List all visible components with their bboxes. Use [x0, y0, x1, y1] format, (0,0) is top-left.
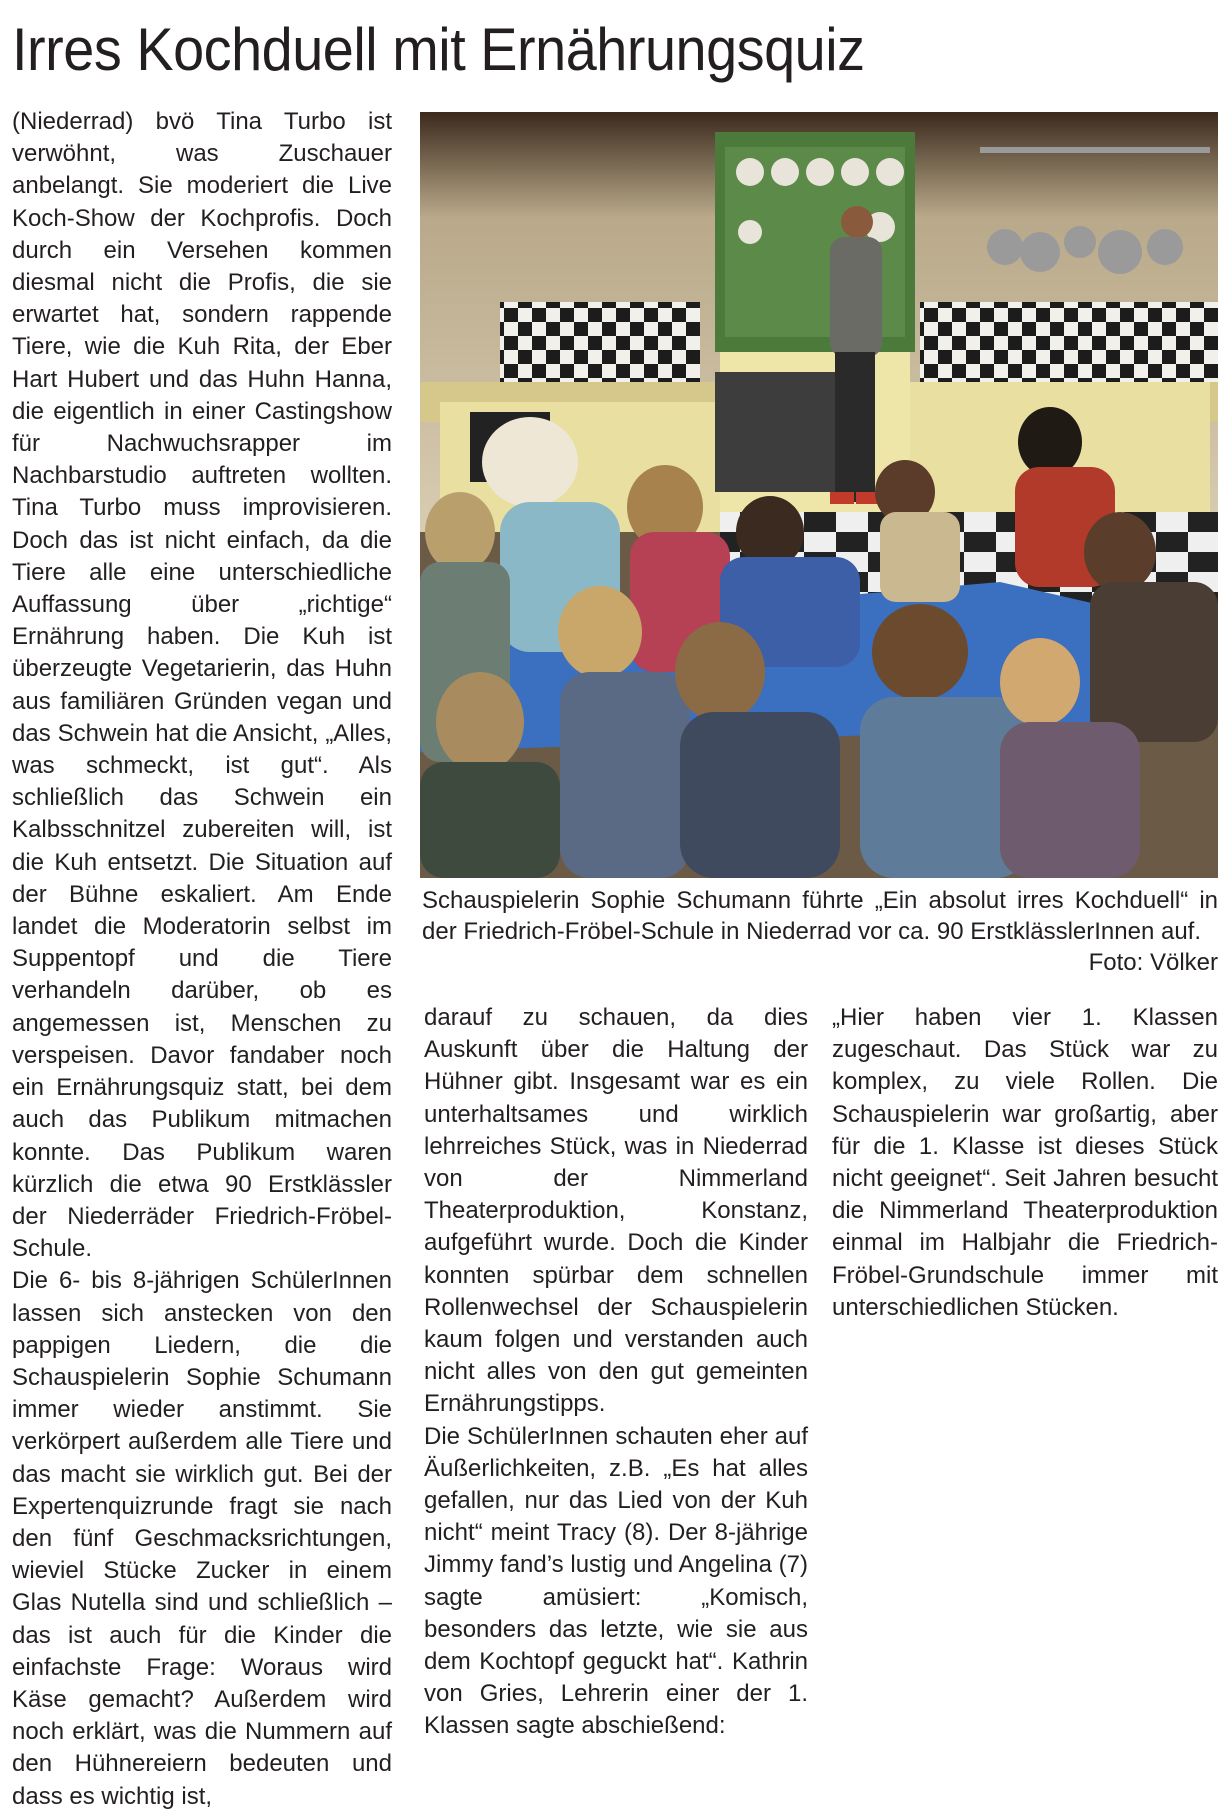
article-column-2	[424, 1002, 808, 1743]
paragraph: (Niederrad) bvö Tina Turbo ist verwöhnt, was Zuschauer anbelangt. Sie moderiert die Live Koch-Show der Kochprofis. Doch durch ein Versehen kommen diesmal nicht die Profis, die sie erwartet hat, sondern rappende Tiere, wie die Kuh Rita, der Eber Hart Hubert und das Huhn Hanna, die eigentlich in einer Castingshow für Nachwuchsrapper im Nachbarstudio auftreten wollten. Tina Turbo muss improvisieren. Doch das ist nicht einfach, da die Tiere alle eine unterschiedliche Auffassung über „richtige“ Ernährung haben. Die Kuh ist überzeugte Vegetarierin, das Huhn aus familiären Gründen vegan und das Schwein hat die Ansicht, „Alles, was schmeckt, ist gut“. Als schließlich das Schwein ein Kalbsschnitzel zubereiten will, ist die Kuh entsetzt. Die Situation auf der Bühne eskaliert. Am Ende landet die Moderatorin selbst im Suppentopf und die Tiere verhandeln darüber, ob es angemessen ist, Menschen zu verspeisen. Davor fandaber noch ein Ernährungsquiz statt, bei dem auch das Publikum mitmachen konnte. Das Publikum waren kürzlich die etwa 90 Erstklässler der Niederräder Friedrich-Fröbel-Schule.	[12, 108, 392, 1263]
article-headline: Irres Kochduell mit Ernährungsquiz	[12, 16, 865, 83]
paragraph: Die 6- bis 8-jährigen SchülerInnen lassen sich anstecken von den pappigen Liedern, die die Schauspielerin Sophie Schumann immer wieder anstimmt. Sie verkörpert außerdem alle Tiere und das macht sie wirklich gut. Bei der Expertenquizrunde fragt sie nach den fünf Geschmacksrichtungen, wieviel Stücke Zucker in einem Glas Nutella sind und schließlich – das ist auch für die Kinder die einfachste Frage: Woraus wird Käse gemacht? Außerdem wird noch erklärt, was die Nummern auf den Hühnereiern bedeuten und dass es wichtig ist,	[12, 1267, 392, 1810]
paragraph: darauf zu schauen, da dies Auskunft über die Haltung der Hühner gibt. Insgesamt war es ein unterhaltsames und wirklich lehrreiches Stück, was in Niederrad von der Nimmerland Theaterproduktion, Konstanz, aufgeführt wurde. Doch die Kinder konnten spürbar dem schnellen Rollenwechsel der Schauspielerin kaum folgen und verstanden auch nicht alles von den gut gemeinten Ernährungstipps.	[424, 1004, 808, 1418]
stage-photo	[420, 112, 1218, 878]
caption-text: Schauspielerin Sophie Schumann führte „Ein absolut irres Kochduell“ in der Friedrich-Fröbel-Schule in Niederrad vor ca. 90 ErstklässlerInnen auf.	[422, 887, 1218, 945]
article-column-3	[832, 1002, 1218, 1324]
paragraph: Die SchülerInnen schauten eher auf Äußerlichkeiten, z.B. „Es hat alles gefallen, nur das Lied von der Kuh nicht“ meint Tracy (8). Der 8-jährige Jimmy fand’s lustig und Angelina (7) sagte amüsiert: „Komisch, besonders das letzte, wie sie aus dem Kochtopf geguckt hat“. Kathrin von Gries, Lehrerin einer der 1. Klassen sagte abschießend:	[424, 1422, 808, 1740]
photo-caption	[422, 885, 1218, 947]
photo-credit: Foto: Völker	[1088, 949, 1218, 976]
paragraph: „Hier haben vier 1. Klassen zugeschaut. Das Stück war zu komplex, zu viele Rollen. Die Schauspielerin war großartig, aber für die 1. Klasse ist dieses Stück nicht geeignet“. Seit Jahren besucht die Nimmerland Theaterproduktion einmal im Halbjahr die Friedrich-Fröbel-Grundschule immer mit unterschiedlichen Stücken.	[832, 1004, 1218, 1321]
article-column-1	[12, 106, 392, 1813]
